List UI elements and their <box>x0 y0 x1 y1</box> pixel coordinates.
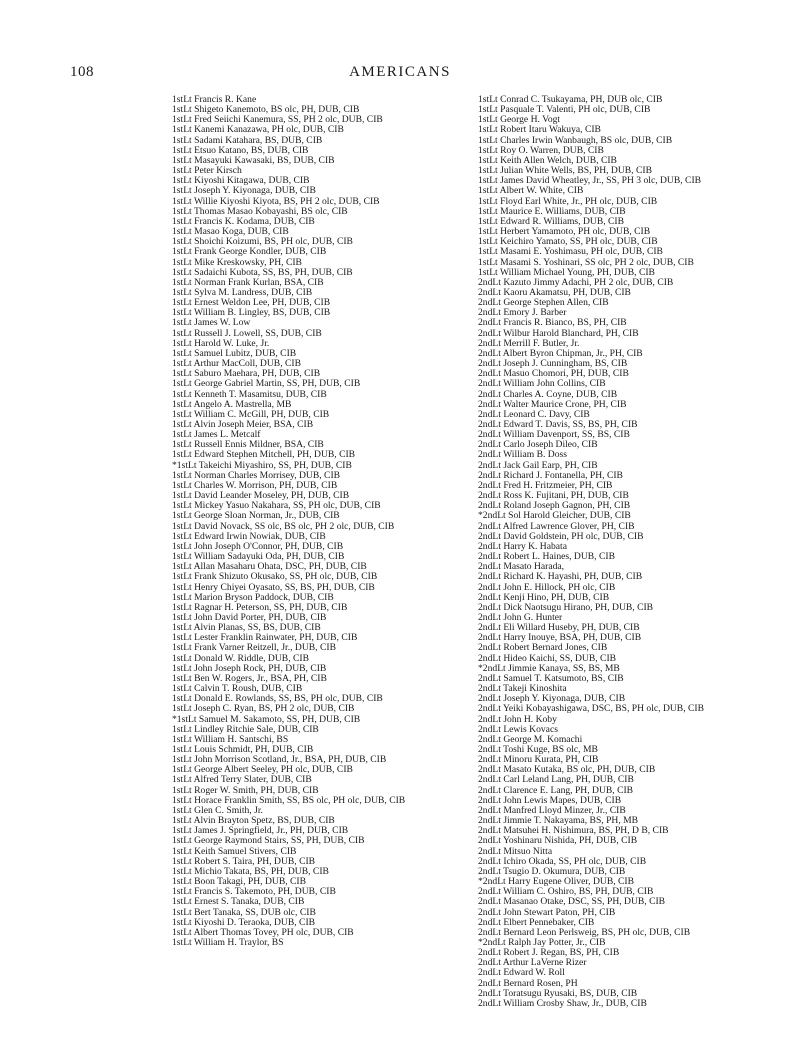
roster-right-column <box>478 95 724 1009</box>
roster-entry: 1stLt Russell Ennis Mildner, BSA, CIB <box>172 440 324 451</box>
roster-entry: 1stLt Masao Koga, DUB, CIB <box>172 227 289 238</box>
roster-entry: 1stLt Frank Varner Reitzell, Jr., DUB, CIB <box>172 643 336 654</box>
roster-entry: 2ndLt John Stewart Paton, PH, CIB <box>478 907 616 918</box>
roster-entry: 2ndLt Richard K. Hayashi, PH, DUB, CIB <box>478 572 643 583</box>
roster-entry: 2ndLt Matsuhei H. Nishimura, BS, PH, D B, CIB <box>478 826 669 837</box>
roster-entry: 2ndLt Elbert Pennebaker, CIB <box>478 917 595 928</box>
roster-entry: 1stLt Masami E. Yoshimasu, PH olc, DUB, CIB <box>478 247 663 258</box>
roster-entry: 2ndLt Yoshinaru Nishida, PH, DUB, CIB <box>478 836 638 847</box>
roster-entry: 1stLt Kenneth T. Masamitsu, DUB, CIB <box>172 389 327 400</box>
roster-entry: 2ndLt Bernard Leon Perlsweig, BS, PH olc, DUB, CIB <box>478 927 691 938</box>
roster-entry: 1stLt Conrad C. Tsukayama, PH, DUB olc, CIB <box>478 95 663 105</box>
roster-entry: 2ndLt Harry K. Habata <box>478 541 567 552</box>
roster-entry: 1stLt Etsuo Katano, BS, DUB, CIB <box>172 145 309 156</box>
roster-entry: 2ndLt William Davenport, SS, BS, CIB <box>478 430 630 441</box>
roster-entry: 2ndLt Tsugio D. Okumura, DUB, CIB <box>478 866 626 877</box>
roster-entry: 1stLt Russell J. Lowell, SS, DUB, CIB <box>172 328 322 339</box>
roster-entry: 2ndLt Albert Byron Chipman, Jr., PH, CIB <box>478 348 643 359</box>
roster-entry: 2ndLt Roland Joseph Gagnon, PH, CIB <box>478 501 631 512</box>
roster-entry: 1stLt John David Porter, PH, DUB, CIB <box>172 612 327 623</box>
roster-entry: 2ndLt Robert L. Haines, DUB, CIB <box>478 552 615 563</box>
roster-entry: 1stLt Pasquale T. Valenti, PH olc, DUB, CIB <box>478 105 651 116</box>
roster-entry: 1stLt Francis R. Kane <box>172 95 257 105</box>
roster-entry: 1stLt Francis S. Takemoto, PH, DUB, CIB <box>172 887 336 898</box>
roster-entry: 1stLt Alvin Brayton Spetz, BS, DUB, CIB <box>172 816 335 827</box>
roster-entry: 1stLt Ernest Weldon Lee, PH, DUB, CIB <box>172 298 331 309</box>
roster-entry: 2ndLt John G. Hunter <box>478 612 563 623</box>
roster-entry: 2ndLt Walter Maurice Crone, PH, CIB <box>478 399 627 410</box>
roster-entry: 2ndLt William C. Oshiro, BS, PH, DUB, CIB <box>478 887 654 898</box>
roster-entry: 2ndLt Manfred Lloyd Minzer, Jr., CIB <box>478 805 626 816</box>
roster-entry: 1stLt Norman Frank Kurlan, BSA, CIB <box>172 277 324 288</box>
roster-entry: 1stLt David Leander Moseley, PH, DUB, CIB <box>172 491 350 502</box>
roster-entry: 1stLt Albert Thomas Tovey, PH olc, DUB, CIB <box>172 927 354 938</box>
roster-entry: 1stLt Alvin Joseph Meier, BSA, CIB <box>172 420 314 430</box>
roster-entry: 1stLt Norman Charles Morrisey, DUB, CIB <box>172 470 341 481</box>
roster-entry: 1stLt Kiyoshi D. Teraoka, DUB, CIB <box>172 917 316 928</box>
roster-entry: 2ndLt William Crosby Shaw, Jr., DUB, CIB <box>478 998 647 1009</box>
roster-entry: 1stLt James L. Metcalf <box>172 430 261 441</box>
roster-entry: 1stLt Julian White Wells, BS, PH, DUB, CIB <box>478 166 652 177</box>
roster-entry: 2ndLt Emory J. Barber <box>478 308 567 319</box>
roster-entry: 1stLt Boon Takagi, PH, DUB, CIB <box>172 877 307 888</box>
roster-entry: 1stLt Allan Masaharu Ohata, DSC, PH, DUB, CIB <box>172 562 367 573</box>
roster-entry: 2ndLt Masuo Chomori, PH, DUB, CIB <box>478 369 629 380</box>
roster-entry: 1stLt Sadaichi Kubota, SS, BS, PH, DUB, CIB <box>172 267 353 278</box>
roster-entry: 1stLt Keith Allen Welch, DUB, CIB <box>478 155 617 166</box>
roster-entry: 1stLt James David Wheatley, Jr., SS, PH 3 olc, DUB, CIB <box>478 176 702 187</box>
roster-entry: 1stLt John Joseph Rock, PH, DUB, CIB <box>172 663 327 674</box>
roster-entry: 1stLt Marion Bryson Paddock, DUB, CIB <box>172 592 334 603</box>
roster-entry: 1stLt David Novack, SS olc, BS olc, PH 2 olc, DUB, CIB <box>172 521 395 532</box>
roster-entry: 1stLt Shigeto Kanemoto, BS olc, PH, DUB, CIB <box>172 105 360 116</box>
roster-entry: 1stLt George Gabriel Martin, SS, PH, DUB, CIB <box>172 379 361 390</box>
roster-entry: 1stLt Shoichi Koizumi, BS, PH olc, DUB, CIB <box>172 237 353 248</box>
roster-entry: 1stLt Ragnar H. Peterson, SS, PH, DUB, CIB <box>172 602 348 613</box>
roster-entry: 1stLt Mike Kreskowsky, PH, CIB <box>172 257 302 268</box>
roster-entry: 1stLt Robert S. Taira, PH, DUB, CIB <box>172 856 316 867</box>
roster-entry: 1stLt Roger W. Smith, PH, DUB, CIB <box>172 785 319 796</box>
roster-entry: 1stLt Fred Seiichi Kanemura, SS, PH 2 olc, DUB, CIB <box>172 115 383 126</box>
roster-entry: 1stLt Sylva M. Landress, DUB, CIB <box>172 287 313 298</box>
roster-entry: 1stLt Kiyoshi Kitagawa, DUB, CIB <box>172 176 310 187</box>
roster-entry: 1stLt Albert W. White, CIB <box>478 186 584 197</box>
roster-entry: 2ndLt Leonard C. Davy, CIB <box>478 409 590 420</box>
roster-entry: *2ndLt Ralph Jay Potter, Jr., CIB <box>478 937 606 948</box>
roster-entry: 1stLt Ben W. Rogers, Jr., BSA, PH, CIB <box>172 673 327 684</box>
roster-entry: 1stLt Edward Irwin Nowiak, DUB, CIB <box>172 531 326 542</box>
roster-entry: 1stLt Horace Franklin Smith, SS, BS olc, PH olc, DUB, CIB <box>172 795 406 806</box>
roster-entry: 2ndLt Lewis Kovacs <box>478 724 558 735</box>
roster-entry: 1stLt Alfred Terry Slater, DUB, CIB <box>172 775 312 786</box>
roster-entry: 1stLt Saburo Maehara, PH, DUB, CIB <box>172 369 321 380</box>
roster-entry: 2ndLt David Goldstein, PH olc, DUB, CIB <box>478 531 644 542</box>
roster-entry: 2ndLt John E. Hillock, PH olc, CIB <box>478 582 616 593</box>
roster-entry: 2ndLt George M. Komachi <box>478 734 583 745</box>
roster-entry: 2ndLt Jimmie T. Nakayama, BS, PH, MB <box>478 816 639 827</box>
roster-entry: 1stLt George Raymond Stairs, SS, PH, DUB, CIB <box>172 836 365 847</box>
roster-entry: 2ndLt Richard J. Fontanella, PH, CIB <box>478 470 623 481</box>
roster-entry: 2ndLt Takeji Kinoshita <box>478 684 567 695</box>
roster-entry: 1stLt George Albert Seeley, PH olc, DUB, CIB <box>172 765 353 776</box>
roster-entry: 2ndLt Kaoru Akamatsu, PH, DUB, CIB <box>478 287 631 298</box>
roster-entry: 2ndLt Masanao Otake, DSC, SS, PH, DUB, CIB <box>478 897 666 908</box>
roster-entry: 1stLt Keichiro Yamato, SS, PH olc, DUB, CIB <box>478 237 658 248</box>
roster-entry: *1stLt Samuel M. Sakamoto, SS, PH, DUB, CIB <box>172 714 361 725</box>
roster-entry: 1stLt Frank Shizuto Okusako, SS, PH olc, DUB, CIB <box>172 572 378 583</box>
roster-entry: 2ndLt Joseph Y. Kiyonaga, DUB, CIB <box>478 694 626 705</box>
roster-entry: 1stLt George Sloan Norman, Jr., DUB, CIB <box>172 511 340 522</box>
roster-entry: 1stLt William Sadayuki Oda, PH, DUB, CIB <box>172 552 345 563</box>
roster-entry: 1stLt Roy O. Warren, DUB, CIB <box>478 145 604 156</box>
roster-entry: 2ndLt John Lewis Mapes, DUB, CIB <box>478 795 622 806</box>
roster-entry: 2ndLt Kazuto Jimmy Adachi, PH 2 olc, DUB, CIB <box>478 277 674 288</box>
roster-entry: 2ndLt William John Collins, CIB <box>478 379 606 390</box>
roster-entry: 1stLt Keith Samuel Stivers, CIB <box>172 846 297 857</box>
roster-entry: 2ndLt George Stephen Allen, CIB <box>478 298 609 309</box>
roster-entry: 1stLt Louis Schmidt, PH, DUB, CIB <box>172 745 314 755</box>
roster-entry: *2ndLt Jimmie Kanaya, SS, BS, MB <box>478 663 620 674</box>
roster-entry: 1stLt Peter Kirsch <box>172 166 242 177</box>
roster-entry: *2ndLt Harry Eugene Oliver, DUB, CIB <box>478 877 635 888</box>
roster-entry: 1stLt Robert Itaru Wakuya, CIB <box>478 125 601 136</box>
roster-entry: 2ndLt Alfred Lawrence Glover, PH, CIB <box>478 521 635 532</box>
roster-entry: 1stLt Lester Franklin Rainwater, PH, DUB, CIB <box>172 633 358 644</box>
roster-entry: 1stLt Angelo A. Mastrella, MB <box>172 399 292 410</box>
roster-entry: 1stLt Charles W. Morrison, PH, DUB, CIB <box>172 480 338 491</box>
roster-entry: 1stLt John Joseph O'Connor, PH, DUB, CIB <box>172 541 344 552</box>
roster-entry: 1stLt Joseph Y. Kiyonaga, DUB, CIB <box>172 186 316 197</box>
roster-entry: *2ndLt Sol Harold Gleicher, DUB, CIB <box>478 511 631 522</box>
roster-entry: 1stLt Edward Stephen Mitchell, PH, DUB, CIB <box>172 450 356 461</box>
roster-entry: 2ndLt Fred H. Fritzmeier, PH, CIB <box>478 480 613 491</box>
roster-entry: 2ndLt William B. Doss <box>478 450 567 461</box>
roster-entry: 1stLt William Michael Young, PH, DUB, CIB <box>478 267 655 278</box>
roster-entry: 2ndLt Ichiro Okada, SS, PH olc, DUB, CIB <box>478 856 647 867</box>
roster-entry: 2ndLt Hideo Kaichi, SS, DUB, CIB <box>478 653 617 664</box>
roster-entry: 2ndLt Arthur LaVerne Rizer <box>478 958 587 969</box>
roster-entry: 2ndLt Minoru Kurata, PH, CIB <box>478 755 599 766</box>
roster-entry: 1stLt Alvin Planas, SS, BS, DUB, CIB <box>172 623 321 634</box>
roster-entry: 1stLt Kanemi Kanazawa, PH olc, DUB, CIB <box>172 125 344 136</box>
roster-entry: 2ndLt Toratsugu Ryusaki, BS, DUB, CIB <box>478 988 638 999</box>
roster-entry: 1stLt James J. Springfield, Jr., PH, DUB, CIB <box>172 826 349 837</box>
roster-entry: 1stLt Bert Tanaka, SS, DUB olc, CIB <box>172 907 316 918</box>
roster-entry: 2ndLt Clarence E. Lang, PH, DUB, CIB <box>478 785 634 796</box>
roster-entry: 1stLt Thomas Masao Kobayashi, BS olc, CIB <box>172 206 348 217</box>
roster-entry: 1stLt Ernest S. Tanaka, DUB, CIB <box>172 897 305 908</box>
roster-entry: 2ndLt Yeiki Kobayashigawa, DSC, BS, PH olc, DUB, CIB <box>478 704 704 715</box>
roster-entry: 1stLt James W. Low <box>172 318 251 329</box>
roster-entry: 2ndLt Toshi Kuge, BS olc, MB <box>478 745 598 755</box>
roster-entry: 1stLt William H. Traylor, BS <box>172 937 284 948</box>
roster-entry: 2ndLt Jack Gail Earp, PH, CIB <box>478 460 598 471</box>
roster-entry: 1stLt Arthur MacColl, DUB, CIB <box>172 359 301 370</box>
roster-entry: 1stLt Charles Irwin Wanbaugh, BS olc, DUB, CIB <box>478 135 673 146</box>
roster-entry: 1stLt Henry Chiyei Oyasato, SS, BS, PH, DUB, CIB <box>172 582 375 593</box>
roster-entry: 1stLt Harold W. Luke, Jr. <box>172 338 270 349</box>
roster-entry: 2ndLt Carlo Joseph Dileo, CIB <box>478 440 598 451</box>
roster-entry: 2ndLt Bernard Rosen, PH <box>478 978 578 989</box>
roster-entry: 2ndLt Masato Kutaka, BS olc, PH, DUB, CIB <box>478 765 656 776</box>
roster-entry: 2ndLt Robert Bernard Jones, CIB <box>478 643 608 654</box>
roster-entry: 2ndLt Eli Willard Huseby, PH, DUB, CIB <box>478 623 640 634</box>
roster-entry: 1stLt Glen C. Smith, Jr. <box>172 805 263 816</box>
roster-entry: 2ndLt Kenji Hino, PH, DUB, CIB <box>478 592 610 603</box>
roster-entry: 1stLt Michio Takata, BS, PH, DUB, CIB <box>172 866 329 877</box>
roster-entry: 2ndLt Carl Leland Lang, PH, DUB, CIB <box>478 775 634 786</box>
roster-entry: 1stLt George H. Vogt <box>478 115 561 126</box>
roster-entry: 1stLt Floyd Earl White, Jr., PH olc, DUB, CIB <box>478 196 658 207</box>
roster-entry: 1stLt Samuel Lubitz, DUB, CIB <box>172 348 297 359</box>
roster-entry: 2ndLt Edward W. Roll <box>478 968 565 979</box>
roster-entry: 1stLt Donald W. Riddle, DUB, CIB <box>172 653 309 664</box>
roster-entry: 2ndLt Francis R. Bianco, BS, PH, CIB <box>478 318 627 329</box>
roster-entry: 2ndLt Joseph J. Cunningham, BS, CIB <box>478 359 628 370</box>
roster-entry: 1stLt William H. Santschi, BS <box>172 734 289 745</box>
roster-entry: 1stLt Frank George Kondler, DUB, CIB <box>172 247 327 258</box>
roster-entry: 2ndLt Edward T. Davis, SS, BS, PH, CIB <box>478 420 638 430</box>
roster-entry: 1stLt John Morrison Scotland, Jr., BSA, PH, DUB, CIB <box>172 755 387 766</box>
roster-entry: 1stLt Francis K. Kodama, DUB, CIB <box>172 216 315 227</box>
page-title: AMERICANS <box>349 64 451 80</box>
roster-entry: 1stLt Donald E. Rowlands, SS, BS, PH olc, DUB, CIB <box>172 694 383 705</box>
roster-entry: 1stLt Willie Kiyoshi Kiyota, BS, PH 2 olc, DUB, CIB <box>172 196 380 207</box>
roster-entry: 2ndLt Merrill F. Butler, Jr. <box>478 338 580 349</box>
roster-entry: 1stLt Calvin T. Roush, DUB, CIB <box>172 684 303 695</box>
roster-entry: 2ndLt Masato Harada, <box>478 562 565 573</box>
roster-entry: 1stLt Sadami Katahara, BS, DUB, CIB <box>172 135 323 146</box>
roster-entry: 1stLt Joseph C. Ryan, BS, PH 2 olc, DUB, CIB <box>172 704 355 715</box>
roster-entry: 2ndLt Ross K. Fujitani, PH, DUB, CIB <box>478 491 629 502</box>
roster-left-column <box>172 95 410 948</box>
roster-entry: 1stLt Lindley Ritchie Sale, DUB, CIB <box>172 724 319 735</box>
roster-entry: 2ndLt Wilbur Harold Blanchard, PH, CIB <box>478 328 639 339</box>
roster-entry: 1stLt Herbert Yamamoto, PH olc, DUB, CIB <box>478 227 651 238</box>
roster-entry: 2ndLt Charles A. Coyne, DUB, CIB <box>478 389 618 400</box>
roster-entry: 2ndLt John H. Koby <box>478 714 557 725</box>
page-number: 108 <box>70 64 94 80</box>
roster-entry: 1stLt William B. Lingley, BS, DUB, CIB <box>172 308 331 319</box>
roster-entry: 2ndLt Dick Naotsugu Hirano, PH, DUB, CIB <box>478 602 654 613</box>
roster-entry: 1stLt Edward R. Williams, DUB, CIB <box>478 216 625 227</box>
roster-entry: 2ndLt Samuel T. Katsumoto, BS, CIB <box>478 673 624 684</box>
roster-entry: 2ndLt Mitsuo Nitta <box>478 846 553 857</box>
roster-entry: 1stLt William C. McGill, PH, DUB, CIB <box>172 409 330 420</box>
roster-entry: 1stLt Mickey Yasuo Nakahara, SS, PH olc, DUB, CIB <box>172 501 381 512</box>
roster-entry: 2ndLt Harry Inouye, BSA, PH, DUB, CIB <box>478 633 642 644</box>
roster-entry: 1stLt Masami S. Yoshinari, SS olc, PH 2 olc, DUB, CIB <box>478 257 694 268</box>
roster-entry: 1stLt Maurice E. Williams, DUB, CIB <box>478 206 626 217</box>
roster-entry: 2ndLt Robert J. Regan, BS, PH, CIB <box>478 948 620 959</box>
roster-entry: *1stLt Takeichi Miyashiro, SS, PH, DUB, CIB <box>172 460 352 471</box>
roster-entry: 1stLt Masayuki Kawasaki, BS, DUB, CIB <box>172 155 335 166</box>
